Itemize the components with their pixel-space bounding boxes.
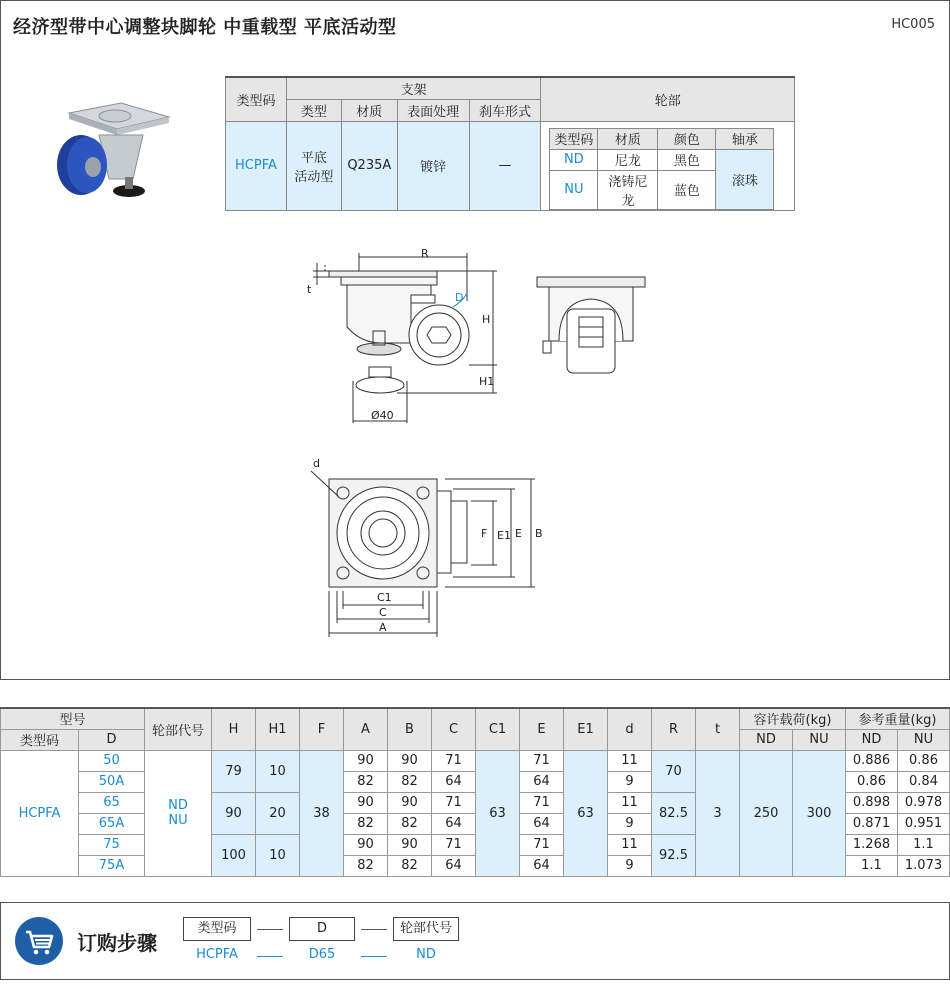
col-model: 型号: [1, 708, 145, 729]
plan-view: [311, 471, 535, 637]
step-wheel-code: 轮部代号: [393, 917, 459, 941]
spec-bracket-col: 刹车形式: [469, 99, 541, 121]
cell-wheel-code: ND NU: [145, 750, 212, 876]
cell-h: 79: [212, 750, 256, 792]
cell-e: 64: [520, 771, 564, 792]
cell-c: 64: [432, 813, 476, 834]
cell-d-hole: 11: [608, 834, 652, 855]
cell-b: 90: [388, 750, 432, 771]
wheel-code-nu: NU: [550, 170, 598, 209]
side-view: [313, 253, 497, 423]
cell-e: 71: [520, 834, 564, 855]
cell-c: 64: [432, 771, 476, 792]
table-row: [1, 750, 950, 771]
spec-bracket-type: 平底 活动型: [286, 121, 341, 210]
cell-c: 71: [432, 834, 476, 855]
cell-weight-nd: 1.1: [846, 855, 898, 876]
page-title: 经济型带中心调整块脚轮 中重载型 平底活动型: [13, 17, 397, 38]
cell-type-code: HCPFA: [1, 750, 79, 876]
col-dim: t: [696, 708, 740, 750]
spec-wheel-cell: [541, 121, 795, 210]
dim-label-c: C: [379, 606, 387, 619]
col-dim: H: [212, 708, 256, 750]
cell-a: 82: [344, 855, 388, 876]
wheel-color: 黑色: [658, 149, 716, 170]
cell-c: 64: [432, 855, 476, 876]
cell-b: 82: [388, 813, 432, 834]
col-dim: C: [432, 708, 476, 750]
example-d: D65: [308, 947, 336, 962]
wheel-col: 轴承: [716, 128, 774, 149]
col-load: 容许载荷(kg): [740, 708, 846, 729]
caster-photo: [51, 99, 171, 203]
product-code: HC005: [891, 17, 935, 32]
wheel-code-nd: ND: [550, 149, 598, 170]
dim-label-a: A: [379, 621, 387, 634]
spec-type-code: HCPFA: [226, 121, 287, 210]
technical-drawing: [1, 231, 950, 651]
cell-d-hole: 11: [608, 750, 652, 771]
dim-label-r: R: [421, 247, 429, 260]
col-weight-nd: ND: [846, 729, 898, 750]
step-separator: [257, 929, 283, 930]
col-dim: E1: [564, 708, 608, 750]
cell-d: 65A: [79, 813, 145, 834]
spec-bracket-col: 类型: [286, 99, 341, 121]
dim-label-dia: Ø40: [371, 409, 394, 422]
cell-e: 71: [520, 792, 564, 813]
col-dim: F: [300, 708, 344, 750]
example-separator: [361, 956, 387, 957]
cell-h1: 10: [256, 750, 300, 792]
cell-f: 38: [300, 750, 344, 876]
col-dim: R: [652, 708, 696, 750]
cell-d: 65: [79, 792, 145, 813]
col-dim: H1: [256, 708, 300, 750]
dim-label-c1: C1: [377, 591, 392, 604]
wheel-material: 尼龙: [598, 149, 658, 170]
col-type-code: 类型码: [1, 729, 79, 750]
spec-wheel-header: 轮部: [541, 77, 795, 121]
wheel-col: 类型码: [550, 128, 598, 149]
col-dim: B: [388, 708, 432, 750]
cell-b: 90: [388, 792, 432, 813]
cell-d: 50A: [79, 771, 145, 792]
cell-b: 90: [388, 834, 432, 855]
col-dim: E: [520, 708, 564, 750]
order-steps-panel: [0, 902, 950, 980]
cell-r: 92.5: [652, 834, 696, 876]
cell-load-nd: 250: [740, 750, 793, 876]
dim-label-e1: E1: [497, 529, 511, 542]
cell-d-hole: 11: [608, 792, 652, 813]
wheel-bearing: 滚珠: [716, 149, 774, 209]
spec-surface: 镀锌: [397, 121, 469, 210]
cell-weight-nu: 0.86: [898, 750, 950, 771]
step-separator: [361, 929, 387, 930]
spec-table: [225, 76, 795, 211]
spec-bracket-col: 材质: [341, 99, 397, 121]
step-d: D: [289, 917, 355, 941]
cell-b: 82: [388, 855, 432, 876]
col-dim: d: [608, 708, 652, 750]
cell-weight-nd: 0.86: [846, 771, 898, 792]
cell-a: 90: [344, 750, 388, 771]
cell-b: 82: [388, 771, 432, 792]
cell-load-nu: 300: [793, 750, 846, 876]
step-type-code: 类型码: [183, 917, 251, 941]
cell-weight-nd: 0.898: [846, 792, 898, 813]
cell-d-hole: 9: [608, 855, 652, 876]
cell-a: 82: [344, 813, 388, 834]
cell-r: 70: [652, 750, 696, 792]
cart-icon: [15, 917, 63, 965]
cell-weight-nu: 0.951: [898, 813, 950, 834]
cell-r: 82.5: [652, 792, 696, 834]
cell-h1: 10: [256, 834, 300, 876]
spec-type-code-header: 类型码: [226, 77, 287, 121]
col-wheel-code: 轮部代号: [145, 708, 212, 750]
cell-weight-nd: 0.886: [846, 750, 898, 771]
cell-weight-nd: 0.871: [846, 813, 898, 834]
cell-e: 64: [520, 855, 564, 876]
example-wheel-code: ND: [416, 947, 436, 962]
example-separator: [257, 956, 283, 957]
cell-c: 71: [432, 792, 476, 813]
cell-weight-nu: 1.1: [898, 834, 950, 855]
dim-label-h1: H1: [479, 375, 495, 388]
spec-bracket-header: 支架: [286, 77, 540, 99]
dim-label-d-hole: d: [313, 457, 320, 470]
cell-a: 90: [344, 792, 388, 813]
cell-d: 75: [79, 834, 145, 855]
cell-h: 90: [212, 792, 256, 834]
cell-c: 71: [432, 750, 476, 771]
wheel-table: [549, 128, 774, 210]
wheel-col: 颜色: [658, 128, 716, 149]
wheel-material: 浇铸尼龙: [598, 170, 658, 209]
front-view: [537, 277, 645, 373]
spec-brake: —: [469, 121, 541, 210]
cell-e: 64: [520, 813, 564, 834]
wheel-col: 材质: [598, 128, 658, 149]
cell-d-hole: 9: [608, 813, 652, 834]
cell-a: 90: [344, 834, 388, 855]
spec-material: Q235A: [341, 121, 397, 210]
example-type-code: HCPFA: [196, 947, 238, 962]
dim-label-e: E: [515, 527, 522, 540]
dim-label-f: F: [481, 527, 488, 540]
cell-t: 3: [696, 750, 740, 876]
cell-h: 100: [212, 834, 256, 876]
col-weight: 参考重量(kg): [846, 708, 950, 729]
col-d: D: [79, 729, 145, 750]
col-dim: C1: [476, 708, 520, 750]
cell-weight-nd: 1.268: [846, 834, 898, 855]
cell-weight-nu: 0.84: [898, 771, 950, 792]
order-title: 订购步骤: [77, 931, 157, 955]
col-dim: A: [344, 708, 388, 750]
cell-weight-nu: 0.978: [898, 792, 950, 813]
cell-e1: 63: [564, 750, 608, 876]
col-load-nu: NU: [793, 729, 846, 750]
cell-c1: 63: [476, 750, 520, 876]
cell-d: 75A: [79, 855, 145, 876]
spec-bracket-col: 表面处理: [397, 99, 469, 121]
dimension-table: [0, 707, 950, 877]
dim-label-d-wheel: D: [455, 291, 464, 304]
cell-d-hole: 9: [608, 771, 652, 792]
dim-label-h: H: [482, 313, 491, 326]
col-weight-nu: NU: [898, 729, 950, 750]
wheel-color: 蓝色: [658, 170, 716, 209]
cell-a: 82: [344, 771, 388, 792]
dim-label-b: B: [535, 527, 543, 540]
cell-weight-nu: 1.073: [898, 855, 950, 876]
cell-e: 71: [520, 750, 564, 771]
dim-label-t: t: [307, 283, 312, 296]
cell-d: 50: [79, 750, 145, 771]
cell-h1: 20: [256, 792, 300, 834]
col-load-nd: ND: [740, 729, 793, 750]
